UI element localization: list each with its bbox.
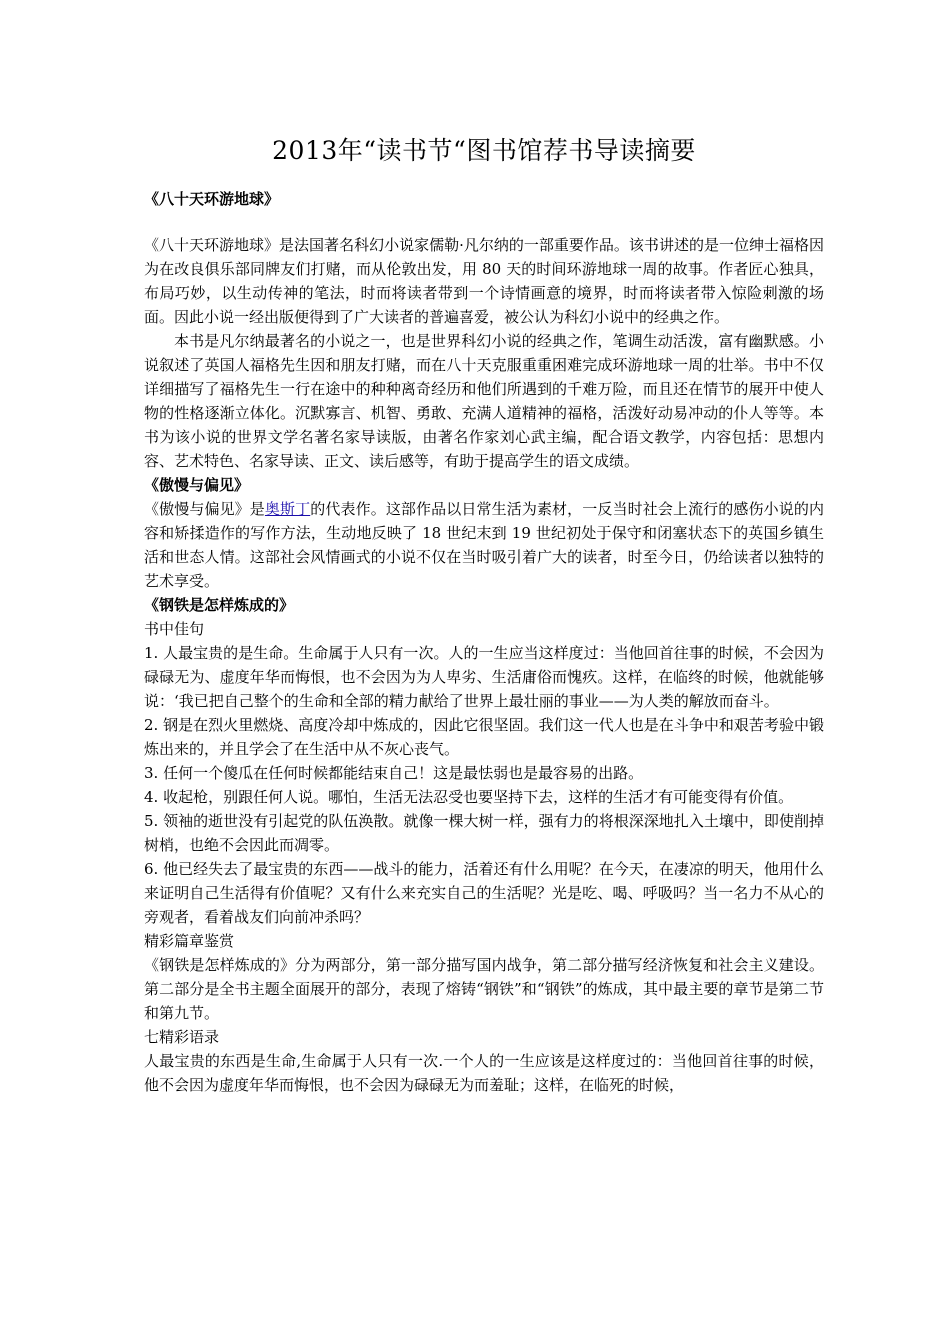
quote-item: 1. 人最宝贵的是生命。生命属于人只有一次。人的一生应当这样度过：当他回首往事的时候，不会因为碌碌无为、虚度年华而悔恨，也不会因为为人卑劣、生活庸俗而愧疚。这样，在临终的时候，他就能够说：‘我已把自己整个的生命和全部的精力献给了世界上最壮丽的事业——为人类的解放而奋斗。 xyxy=(144,644,824,710)
book-heading-pride-and-prejudice: 《傲慢与偏见》 xyxy=(144,476,250,494)
book2-text-before: 《傲慢与偏见》是 xyxy=(144,500,265,518)
book2-text-after: 的代表作。这部作品以日常生活为素材，一反当时社会上流行的感伤小说的内容和矫揉造作的写作方法，生动地反映了 18 世纪末到 19 世纪初处于保守和闭塞状态下的英国乡镇生活和世态人情。这部社会风情画式的小说不仅在当时吸引着广大的读者，时至今日，仍给读者以独特的艺术享受。 xyxy=(144,500,824,590)
document-page xyxy=(144,0,824,1097)
chapter-review-paragraph: 《钢铁是怎样炼成的》分为两部分，第一部分描写国内战争，第二部分描写经济恢复和社会主义建设。第二部分是全书主题全面展开的部分，表现了熔铸“钢铁”和“钢铁”的炼成，其中最主要的章节是第二节和第九节。 xyxy=(144,956,824,1022)
subheading-selected-quotes: 七精彩语录 xyxy=(144,1028,220,1046)
author-link-austen[interactable]: 奥斯丁 xyxy=(264,500,311,518)
book1-paragraph-2: 本书是凡尔纳最著名的小说之一，也是世界科幻小说的经典之作，笔调生动活泼，富有幽默感。小说叙述了英国人福格先生因和朋友打赌，而在八十天克服重重困难完成环游地球一周的壮举。书中不仅详细描写了福格先生一行在途中的种种离奇经历和他们所遇到的千难万险，而且还在情节的展开中使人物的性格逐渐立体化。沉默寡言、机智、勇敢、充满人道精神的福格，活泼好动易冲动的仆人等等。本书为该小说的世界文学名著名家导读版，由著名作家刘心武主编，配合语文教学，内容包括：思想内容、艺术特色、名家导读、正文、读后感等，有助于提高学生的语文成绩。 xyxy=(144,332,824,470)
book-heading-how-steel-was-tempered: 《钢铁是怎样炼成的》 xyxy=(144,596,295,614)
subheading-chapter-review: 精彩篇章鉴赏 xyxy=(144,932,235,950)
quote-item: 3. 任何一个傻瓜在任何时候都能结束自己！这是最怯弱也是最容易的出路。 xyxy=(144,764,644,782)
book1-paragraph-1: 《八十天环游地球》是法国著名科幻小说家儒勒·凡尔纳的一部重要作品。该书讲述的是一位绅士福格因为在改良俱乐部同牌友们打赌，而从伦敦出发，用 80 天的时间环游地球一周的故事。作者匠心独具，布局巧妙，以生动传神的笔法，时而将读者带到一个诗情画意的境界，时而将读者带入惊险刺激的场面。因此小说一经出版便得到了广大读者的普遍喜爱，被公认为科幻小说中的经典之作。 xyxy=(144,236,824,326)
quote-item: 5. 领袖的逝世没有引起党的队伍涣散。就像一棵大树一样，强有力的将根深深地扎入土壤中，即使削掉树梢，也绝不会因此而凋零。 xyxy=(144,812,824,854)
quote-item: 2. 钢是在烈火里燃烧、高度冷却中炼成的，因此它很坚固。我们这一代人也是在斗争中和艰苦考验中锻炼出来的，并且学会了在生活中从不灰心丧气。 xyxy=(144,716,824,758)
book-heading-around-the-world: 《八十天环游地球》 xyxy=(144,190,280,208)
book2-paragraph xyxy=(144,497,824,593)
page-title: 2013年“读书节“图书馆荐书导读摘要 xyxy=(272,136,696,165)
quote-item: 6. 他已经失去了最宝贵的东西——战斗的能力，活着还有什么用呢？在今天，在凄凉的明天，他用什么来证明自己生活得有价值呢？又有什么来充实自己的生活呢？光是吃、喝、呼吸吗？当一名力不从心的旁观者，看着战友们向前冲杀吗？ xyxy=(144,860,824,926)
quote-item: 4. 收起枪，别跟任何人说。哪怕，生活无法忍受也要坚持下去，这样的生活才有可能变得有价值。 xyxy=(144,788,794,806)
selected-quote-paragraph: 人最宝贵的东西是生命,生命属于人只有一次.一个人的一生应该是这样度过的：当他回首往事的时候，他不会因为虚度年华而悔恨，也不会因为碌碌无为而羞耻；这样，在临死的时候， xyxy=(144,1052,824,1094)
subheading-quotes: 书中佳句 xyxy=(144,620,205,638)
